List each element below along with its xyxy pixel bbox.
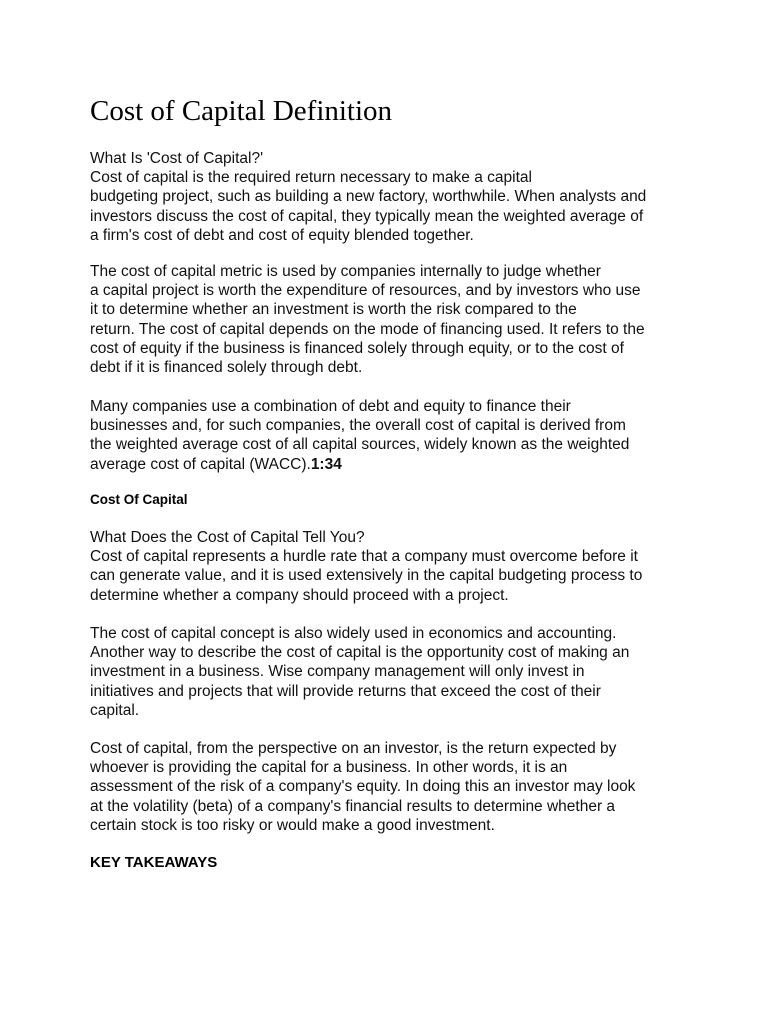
key-takeaways-heading: KEY TAKEAWAYS (90, 854, 218, 871)
paragraph-metric-usage (90, 262, 690, 377)
paragraph-investor-perspective (90, 739, 690, 835)
text-line: the weighted average cost of all capital sources, widely known as the weighted (90, 436, 630, 454)
text-line: Cost of capital is the required return necessary to make a capital (90, 169, 532, 187)
text-line: The cost of capital concept is also widely used in economics and accounting. (90, 625, 617, 642)
text-line: assessment of the risk of a company's equity. In doing this an investor may look (90, 778, 636, 796)
text-line: a capital project is worth the expenditure of resources, and by investors who use (90, 282, 641, 300)
text-line (90, 455, 690, 474)
text-line: a firm's cost of debt and cost of equity blended together. (90, 226, 474, 244)
text-line: cost of equity if the business is financed solely through equity, or to the cost of (90, 339, 624, 357)
text-line: investment in a business. Wise company management will only invest in (90, 663, 585, 681)
section-what-does-it-tell (90, 528, 690, 605)
text-line: can generate value, and it is used extensively in the capital budgeting process to (90, 567, 643, 585)
paragraph-definition (90, 168, 690, 245)
text-line: Many companies use a combination of debt and equity to finance their (90, 398, 571, 415)
section-what-is (90, 149, 690, 245)
text-line: investors discuss the cost of capital, they typically mean the weighted average of (90, 207, 644, 225)
section-heading-what-does: What Does the Cost of Capital Tell You? (90, 529, 365, 546)
text-line: Cost of capital, from the perspective on an investor, is the return expected by (90, 740, 617, 757)
text-line: budgeting project, such as building a new factory, worthwhile. When analysts and (90, 188, 647, 206)
wacc-text: average cost of capital (WACC). (90, 455, 311, 473)
text-line: businesses and, for such companies, the overall cost of capital is derived from (90, 417, 626, 435)
text-line: Cost of capital represents a hurdle rate that a company must overcome before it (90, 548, 638, 566)
video-label[interactable]: Cost Of Capital (90, 492, 188, 507)
text-line: determine whether a company should proceed with a project. (90, 586, 509, 604)
text-line: whoever is providing the capital for a business. In other words, it is an (90, 759, 568, 777)
text-line: it to determine whether an investment is worth the risk compared to the (90, 301, 577, 319)
text-line: capital. (90, 701, 140, 719)
page-title: Cost of Capital Definition (90, 95, 393, 127)
text-line: Another way to describe the cost of capital is the opportunity cost of making an (90, 644, 630, 662)
text-line: at the volatility (beta) of a company's financial results to determine whether a (90, 797, 616, 815)
text-line: return. The cost of capital depends on the mode of financing used. It refers to the (90, 320, 645, 338)
paragraph-wacc (90, 397, 690, 474)
section-heading-what-is: What Is 'Cost of Capital?' (90, 150, 264, 167)
text-line: certain stock is too risky or would make a good investment. (90, 816, 495, 834)
text-line: initiatives and projects that will provide returns that exceed the cost of their (90, 682, 601, 700)
paragraph-economics (90, 624, 690, 720)
video-duration[interactable]: 1:34 (310, 455, 342, 473)
text-line: debt if it is financed solely through debt. (90, 359, 363, 377)
paragraph-hurdle-rate (90, 547, 690, 605)
text-line: The cost of capital metric is used by companies internally to judge whether (90, 263, 601, 280)
